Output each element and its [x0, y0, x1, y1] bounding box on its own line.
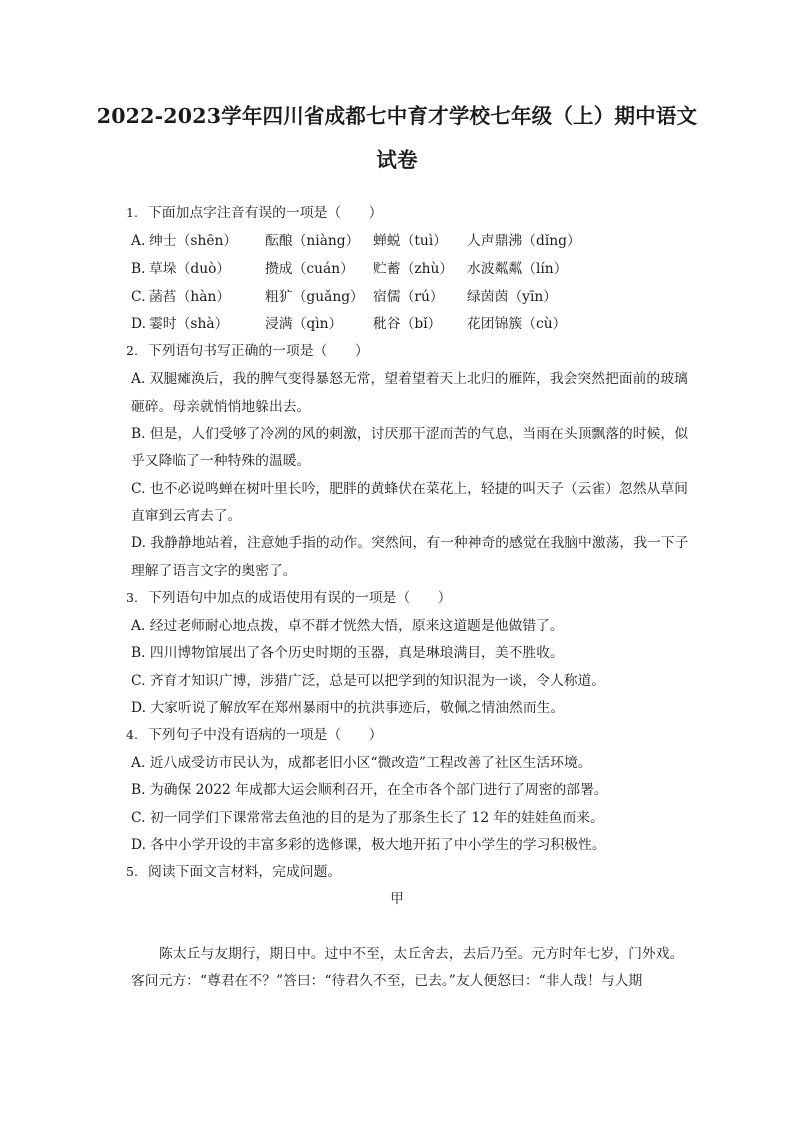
question-2 [126, 341, 369, 361]
option-item: 贮蓄（zhù） [373, 261, 454, 277]
question-number: 3. [126, 590, 138, 605]
option-item: 霎时（shà） [149, 316, 229, 332]
question-4 [126, 725, 383, 745]
q2-option-b-cont: 乎又降临了一种特殊的温暖。 [131, 453, 311, 469]
q1-option-c [131, 287, 557, 307]
question-stem: 下列语句中加点的成语使用有误的一项是（ ） [148, 590, 452, 606]
q3-option-d: D. 大家听说了解放军在郑州暴雨中的抗洪事迹后，敬佩之情油然而生。 [131, 700, 565, 716]
q1-option-d [131, 314, 566, 334]
q2-option-c: C. 也不必说鸣蝉在树叶里长吟，肥胖的黄蜂伏在菜花上，轻捷的叫天子（云雀）忽然从草间 [131, 481, 688, 497]
question-stem: 下面加点字注音有误的一项是（ ） [148, 205, 383, 221]
q2-option-b: B. 但是，人们受够了冷冽的风的刺激，讨厌那干涩而苦的气息，当雨在头顶飘落的时候，似 [131, 426, 688, 442]
option-item: 蝉蜕（tuì） [373, 233, 448, 249]
passage-line: 陈太丘与友期行，期日中。过中不至，太丘舍去，去后乃至。元方时年七岁，门外戏。 [159, 946, 684, 962]
option-item: 浸满（qìn） [265, 316, 343, 332]
passage-line: 客问元方：“尊君在不？”答曰：“待君久不至，已去。”友人便怒曰：“非人哉！与人期 [131, 973, 643, 989]
question-5 [126, 862, 341, 882]
q2-option-d-cont: 理解了语言文字的奥密了。 [131, 563, 297, 579]
q2-option-d: D. 我静静地站着，注意她手指的动作。突然间，有一种神奇的感觉在我脑中激荡，我一下子 [131, 535, 689, 551]
q2-option-a-cont: 砸碎。母亲就悄悄地躲出去。 [131, 399, 311, 415]
option-item: 秕谷（bǐ） [373, 316, 442, 332]
q1-option-b [131, 259, 568, 279]
q4-option-b: B. 为确保 2022 年成都大运会顺利召开，在全市各个部门进行了周密的部署。 [131, 782, 608, 798]
option-item: 水波粼粼（lín） [467, 261, 568, 277]
option-item: 宿儒（rú） [373, 289, 444, 305]
option-item: 菡萏（hàn） [149, 289, 231, 305]
option-label: A. [131, 233, 146, 249]
section-heading-jia: 甲 [390, 891, 404, 907]
question-number: 2. [126, 343, 138, 358]
document-title: 2022-2023学年四川省成都七中育才学校七年级（上）期中语文 [96, 104, 698, 128]
q4-option-d: D. 各中小学开设的丰富多彩的选修课，极大地开拓了中小学生的学习积极性。 [131, 837, 606, 853]
option-item: 酝酿（niàng） [265, 233, 360, 249]
q3-option-b: B. 四川博物馆展出了各个历史时期的玉器，真是琳琅满目，美不胜收。 [131, 645, 564, 661]
q4-option-c: C. 初一同学们下课常常去鱼池的目的是为了那条生长了 12 年的娃娃鱼而来。 [131, 810, 604, 826]
q2-option-c-cont: 直窜到云宵去了。 [131, 508, 242, 524]
option-item: 人声鼎沸（dǐng） [467, 233, 581, 249]
question-stem: 下列句子中没有语病的一项是（ ） [148, 727, 383, 743]
question-number: 4. [126, 727, 138, 742]
q3-option-c: C. 齐育才知识广博，涉猎广泛，总是可以把学到的知识混为一谈，令人称道。 [131, 673, 606, 689]
option-label: D. [131, 316, 146, 332]
q1-option-a [131, 231, 581, 251]
q3-option-a: A. 经过老师耐心地点拨，卓不群才恍然大悟，原来这道题是他做错了。 [131, 618, 564, 634]
q2-option-a: A. 双腿瘫涣后，我的脾气变得暴怒无常，望着望着天上北归的雁阵，我会突然把面前的玻璃 [131, 371, 688, 387]
option-item: 绅士（shēn） [149, 233, 238, 249]
option-item: 绿茵茵（yīn） [467, 289, 558, 305]
question-number: 5. [126, 864, 138, 879]
option-item: 花团锦簇（cù） [467, 316, 567, 332]
option-label: B. [131, 261, 146, 277]
option-item: 草垛（duò） [149, 261, 231, 277]
question-1 [126, 203, 383, 223]
option-item: 攒成（cuán） [265, 261, 354, 277]
question-number: 1. [126, 205, 138, 220]
option-label: C. [131, 289, 146, 305]
option-item: 粗犷（guǎng） [265, 289, 364, 305]
q4-option-a: A. 近八成受访市民认为，成都老旧小区“微改造”工程改善了社区生活环境。 [131, 755, 592, 771]
question-3 [126, 588, 452, 608]
question-stem: 阅读下面文言材料，完成问题。 [148, 864, 342, 880]
question-stem: 下列语句书写正确的一项是（ ） [148, 343, 369, 359]
document-title-continued: 试卷 [376, 148, 418, 172]
